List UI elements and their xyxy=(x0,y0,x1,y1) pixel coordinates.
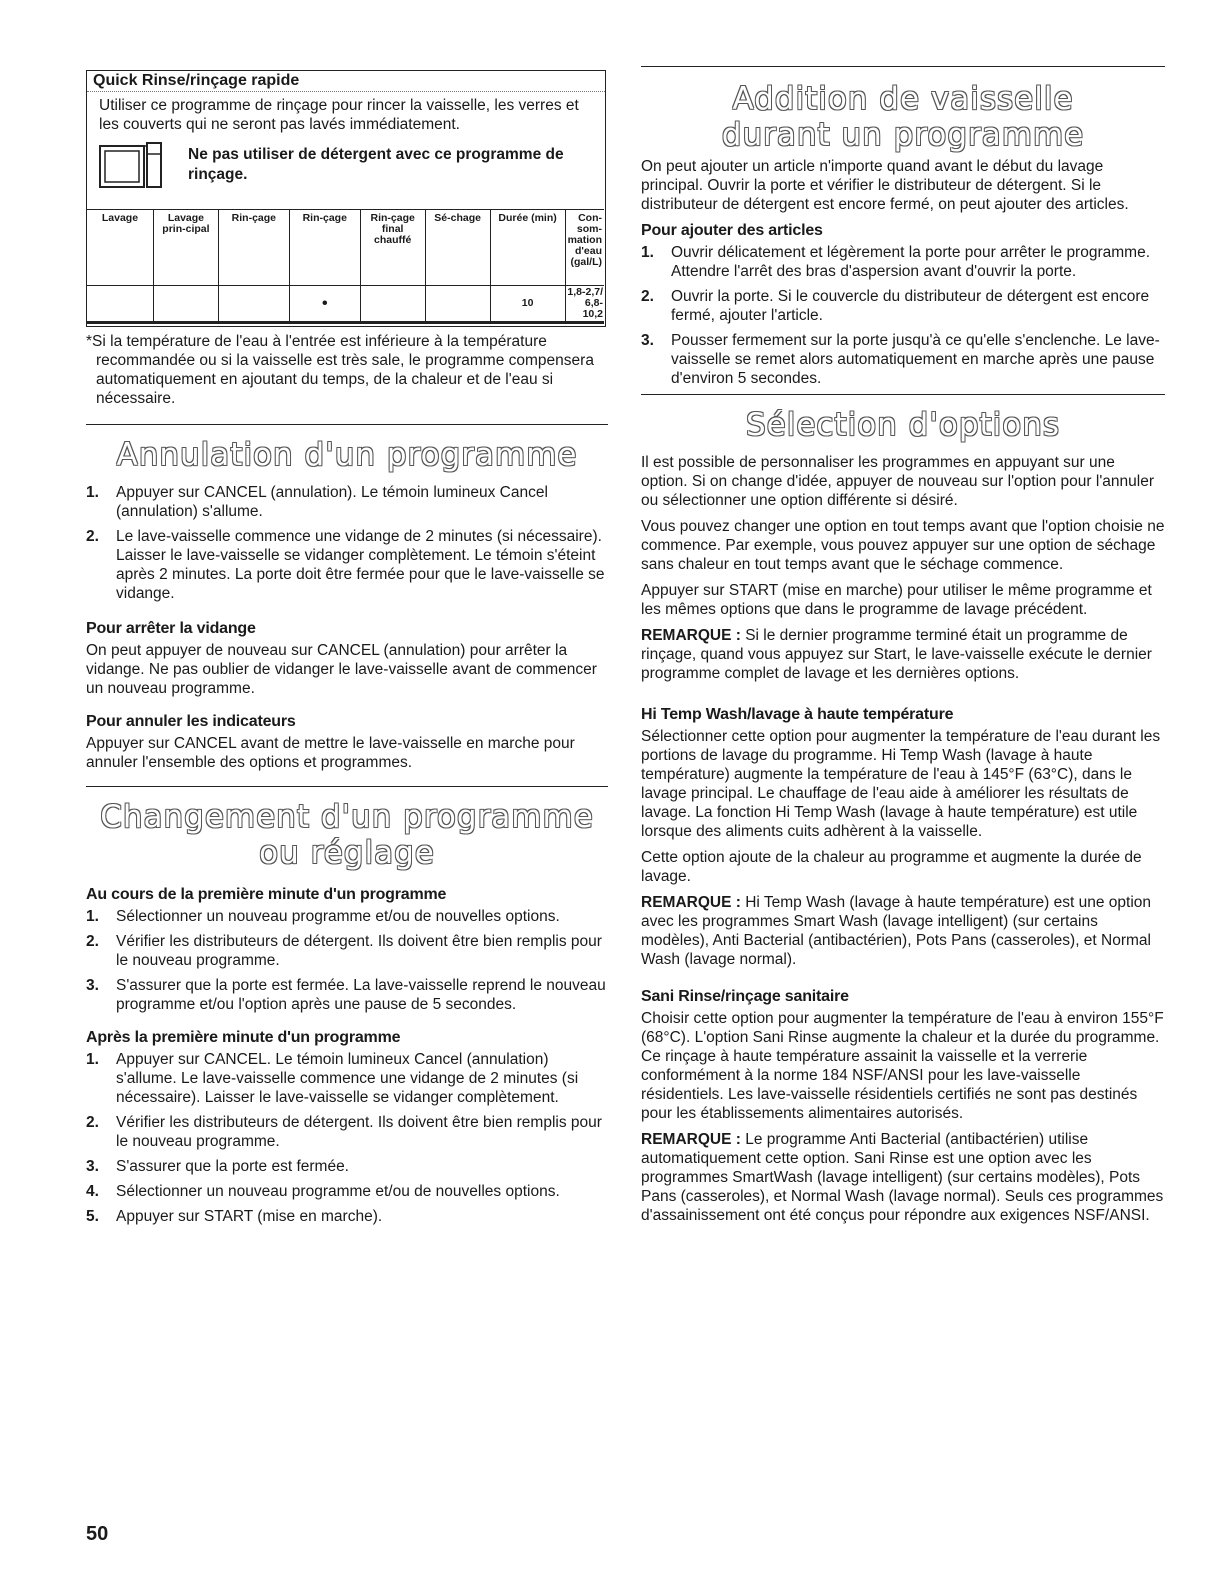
list-item: 2. Vérifier les distributeurs de détergent. Ils doivent être bien remplis pour le nouveau programme. xyxy=(86,933,602,969)
right-column xyxy=(641,66,1165,1232)
arreter-text: On peut appuyer de nouveau sur CANCEL (annulation) pour arrêter la vidange. Ne pas oublier de vidanger le lave-vaisselle avant de commencer un nouveau programme. xyxy=(86,642,597,697)
list-item: 1. Appuyer sur CANCEL (annulation). Le témoin lumineux Cancel (annulation) s'allume. xyxy=(86,484,548,520)
after-minute-heading: Après la première minute d'un programme xyxy=(86,1029,401,1046)
cycle-table xyxy=(87,209,604,324)
changement-title-line1: Changement d'un programme xyxy=(100,799,594,835)
table-header: Lavage prin-cipal xyxy=(153,210,218,286)
annulation-steps xyxy=(86,483,608,603)
table-cell: • xyxy=(289,286,360,323)
indicateurs-heading: Pour annuler les indicateurs xyxy=(86,713,296,730)
table-cell xyxy=(425,286,490,323)
quick-rinse-title: Quick Rinse/rinçage rapide xyxy=(87,71,605,92)
ajouter-heading: Pour ajouter des articles xyxy=(641,222,823,239)
table-header: Lavage xyxy=(87,210,153,286)
selection-p3: Appuyer sur START (mise en marche) pour utiliser le même programme et les mêmes options que dans le programme de lavage précédent. xyxy=(641,582,1152,618)
ajouter-steps xyxy=(641,243,1165,388)
hitemp-remark: REMARQUE : Hi Temp Wash (lavage à haute température) est une option avec les programmes Smart Wash (lavage intelligent) (sur certains modèles), Anti Bacterial (antibactérien), Pots Pans (casseroles), et Normal Wash (lavage normal). xyxy=(641,894,1152,968)
addition-intro: On peut ajouter un article n'importe quand avant le début du lavage principal. Ouvrir la porte et vérifier le distributeur de détergent. Si le distributeur de détergent est encore fermé, on peut ajouter des articles. xyxy=(641,158,1129,213)
warning-text: Ne pas utiliser de détergent avec ce programme de rinçage. xyxy=(188,146,564,183)
quick-rinse-description: Utiliser ce programme de rinçage pour rincer la vaisselle, les verres et les couverts qui ne seront pas lavés immédiatement. xyxy=(99,97,579,133)
list-item: 2. Ouvrir la porte. Si le couvercle du distributeur de détergent est encore fermé, ajouter l'article. xyxy=(641,288,1150,324)
page-number: 50 xyxy=(86,1523,109,1545)
changement-title-line2: ou réglage xyxy=(259,835,435,871)
quick-rinse-footnote xyxy=(86,332,608,408)
list-item: 3. S'assurer que la porte est fermée. xyxy=(86,1158,349,1175)
first-minute-heading: Au cours de la première minute d'un programme xyxy=(86,886,447,903)
list-item: 1. Ouvrir délicatement et légèrement la porte pour arrêter le programme. Attendre l'arrêt des bras d'aspersion avant d'ouvrir la porte. xyxy=(641,244,1150,280)
table-cell xyxy=(360,286,425,323)
table-cell: 10 xyxy=(490,286,565,323)
list-item: 3. Pousser fermement sur la porte jusqu'à ce qu'elle s'enclenche. Le lave-vaisselle se remet alors automatiquement en marche après une pause d'environ 5 secondes. xyxy=(641,332,1160,387)
table-header: Durée (min) xyxy=(490,210,565,286)
arreter-heading: Pour arrêter la vidange xyxy=(86,620,256,637)
addition-title-line2: durant un programme xyxy=(721,117,1085,153)
table-header: Rin-çage xyxy=(218,210,289,286)
table-header: Con-som-mation d'eau (gal/L) xyxy=(565,210,604,286)
list-item: 5. Appuyer sur START (mise en marche). xyxy=(86,1208,383,1225)
list-item: 2. Le lave-vaisselle commence une vidange de 2 minutes (si nécessaire). Laisser le lave-vaisselle se vidanger complètement. Le témoin s'éteint après 2 minutes. La porte doit être fermée pour que le lave-vaisselle se vidange. xyxy=(86,528,605,602)
list-item: 2. Vérifier les distributeurs de détergent. Ils doivent être bien remplis pour le nouveau programme. xyxy=(86,1114,602,1150)
after-minute-steps xyxy=(86,1050,608,1226)
sani-remark: REMARQUE : Le programme Anti Bacterial (antibactérien) utilise automatiquement cette option. Sani Rinse est une option avec les programmes SmartWash (lavage intelligent) (sur certains modèles), Pots Pans (casseroles), et Normal Wash (lavage normal). Seuls ces programmes d'assainissement ont été conçus pour répondre aux exigences NSF/ANSI. xyxy=(641,1131,1164,1224)
selection-title: Sélection d'options xyxy=(745,407,1061,443)
sani-p1: Choisir cette option pour augmenter la température de l'eau à environ 155°F (68°C). L'option Sani Rinse augmente la chaleur et la durée du programme. Ce rinçage à haute température assainit la vaisselle et la verrerie conformément à la norme 184 NSF/ANSI pour les lave-vaisselle résidentiels. Les lave-vaisselle résidentiels certifiés ne sont pas destinés pour les établissements alimentaires autorisés. xyxy=(641,1010,1164,1122)
list-item: 3. S'assurer que la porte est fermée. La lave-vaisselle reprend le nouveau programme et/ou l'option après une pause de 5 secondes. xyxy=(86,977,606,1013)
table-cell: 1,8-2,7/ 6,8-10,2 xyxy=(565,286,604,323)
selection-p1: Il est possible de personnaliser les programmes en appuyant sur une option. Si on change d'idée, appuyer de nouveau sur l'option pour l'annuler ou sélectionner une option différente si désiré. xyxy=(641,454,1154,509)
table-header: Rin-çage xyxy=(289,210,360,286)
quick-rinse-box xyxy=(86,70,606,327)
addition-title-line1: Addition de vaisselle xyxy=(732,81,1074,117)
hitemp-p1: Sélectionner cette option pour augmenter la température de l'eau durant les portions de lavage du programme. Hi Temp Wash (lavage à haute température) augmente la température de l'eau à 145°F (63°C), dans le lavage principal. Le chauffage de l'eau aide à améliorer les résultats de lavage. La fonction Hi Temp Wash (lavage à haute température) est utile lorsque des aliments cuits adhèrent à la vaisselle. xyxy=(641,728,1161,840)
first-minute-steps xyxy=(86,907,608,1014)
hitemp-p2: Cette option ajoute de la chaleur au programme et augmente la durée de lavage. xyxy=(641,849,1142,885)
table-header: Rin-çage final chauffé xyxy=(360,210,425,286)
sani-heading: Sani Rinse/rinçage sanitaire xyxy=(641,988,849,1005)
hitemp-heading: Hi Temp Wash/lavage à haute température xyxy=(641,706,954,723)
footnote-text: *Si la température de l'eau à l'entrée est inférieure à la température recommandée ou si la vaisselle est très sale, le programme compensera automatiquement en ajoutant du temps, de la chaleur et de l'eau si nécessaire. xyxy=(86,333,594,407)
table-row xyxy=(87,286,604,323)
left-column xyxy=(86,424,608,1232)
table-cell xyxy=(153,286,218,323)
section-divider xyxy=(641,66,1165,67)
annulation-title: Annulation d'un programme xyxy=(116,437,578,473)
no-detergent-warning xyxy=(87,142,605,202)
list-item: 1. Appuyer sur CANCEL. Le témoin lumineux Cancel (annulation) s'allume. Le lave-vaisselle commence une vidange de 2 minutes (si nécessaire). Laisser le lave-vaisselle se vidanger complètement. xyxy=(86,1051,579,1106)
table-header: Sé-chage xyxy=(425,210,490,286)
detergent-dispenser-icon xyxy=(99,142,163,188)
selection-p2: Vous pouvez changer une option en tout temps avant que l'option choisie ne commence. Par exemple, vous pouvez appuyer sur une option de séchage sans chaleur en tout temps avant que le séchage commence. xyxy=(641,518,1165,573)
table-cell xyxy=(87,286,153,323)
selection-remark: REMARQUE : Si le dernier programme terminé était un programme de rinçage, quand vous appuyez sur Start, le lave-vaisselle exécute le dernier programme complet de lavage et les dernières options. xyxy=(641,627,1152,682)
list-item: 4. Sélectionner un nouveau programme et/ou de nouvelles options. xyxy=(86,1183,560,1200)
section-divider xyxy=(86,786,608,787)
table-header-row xyxy=(87,210,604,286)
indicateurs-text: Appuyer sur CANCEL avant de mettre le lave-vaisselle en marche pour annuler l'ensemble des options et programmes. xyxy=(86,735,575,771)
list-item: 1. Sélectionner un nouveau programme et/ou de nouvelles options. xyxy=(86,908,560,925)
section-divider xyxy=(641,394,1165,395)
table-cell xyxy=(218,286,289,323)
section-divider xyxy=(86,424,608,425)
